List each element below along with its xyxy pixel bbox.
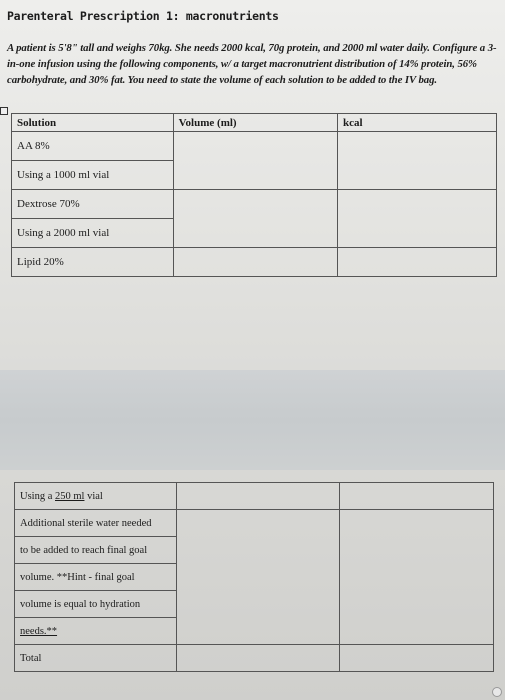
header-solution: Solution (12, 114, 174, 132)
table-header-row (12, 114, 497, 132)
kcal-cell[interactable] (338, 248, 497, 277)
scroll-indicator-icon (492, 687, 502, 697)
kcal-cell[interactable] (340, 483, 494, 510)
water-note-line: volume is equal to hydration (15, 591, 177, 618)
header-volume: Volume (ml) (173, 114, 337, 132)
worksheet-title: Parenteral Prescription 1: macronutrients (7, 9, 279, 23)
solutions-table-continued (14, 482, 494, 672)
volume-cell[interactable] (173, 190, 337, 248)
vial-prefix: Using a (20, 490, 55, 502)
solutions-table (11, 113, 497, 277)
water-note-line: to be added to reach final goal (15, 537, 177, 564)
solution-cell: Using a 1000 ml vial (12, 161, 174, 190)
volume-cell[interactable] (173, 132, 337, 190)
table-row (12, 248, 497, 277)
solution-cell: Using a 2000 ml vial (12, 219, 174, 248)
kcal-cell[interactable] (338, 132, 497, 190)
vial-size: 250 ml (55, 490, 85, 502)
page-gap (0, 370, 505, 470)
vial-suffix: vial (84, 490, 103, 502)
table-row (15, 510, 494, 537)
total-label: Total (15, 645, 177, 672)
water-note-line: needs.** (15, 618, 177, 645)
table-row (15, 645, 494, 672)
volume-cell[interactable] (177, 483, 340, 510)
volume-cell[interactable] (173, 248, 337, 277)
header-kcal: kcal (338, 114, 497, 132)
kcal-cell[interactable] (338, 190, 497, 248)
solution-cell: AA 8% (12, 132, 174, 161)
volume-cell[interactable] (177, 510, 340, 645)
solution-cell (15, 483, 177, 510)
water-note-line: volume. **Hint - final goal (15, 564, 177, 591)
problem-statement: A patient is 5'8" tall and weighs 70kg. She needs 2000 kcal, 70g protein, and 2000 ml water daily. Configure a 3- in-one infusion using the following components, w/ a target macronutrient distribution of 14% protein, 56% carbohydrate, and 30% fat. You need to state the volume of each solution to be added to the IV bag. (7, 42, 497, 86)
water-note-line: Additional sterile water needed (15, 510, 177, 537)
total-volume-cell[interactable] (177, 645, 340, 672)
table-row (12, 132, 497, 161)
table-handle-icon[interactable] (0, 107, 8, 115)
total-kcal-cell[interactable] (340, 645, 494, 672)
solution-cell: Dextrose 70% (12, 190, 174, 219)
table-row (15, 483, 494, 510)
kcal-cell[interactable] (340, 510, 494, 645)
table-row (12, 190, 497, 219)
solution-cell: Lipid 20% (12, 248, 174, 277)
